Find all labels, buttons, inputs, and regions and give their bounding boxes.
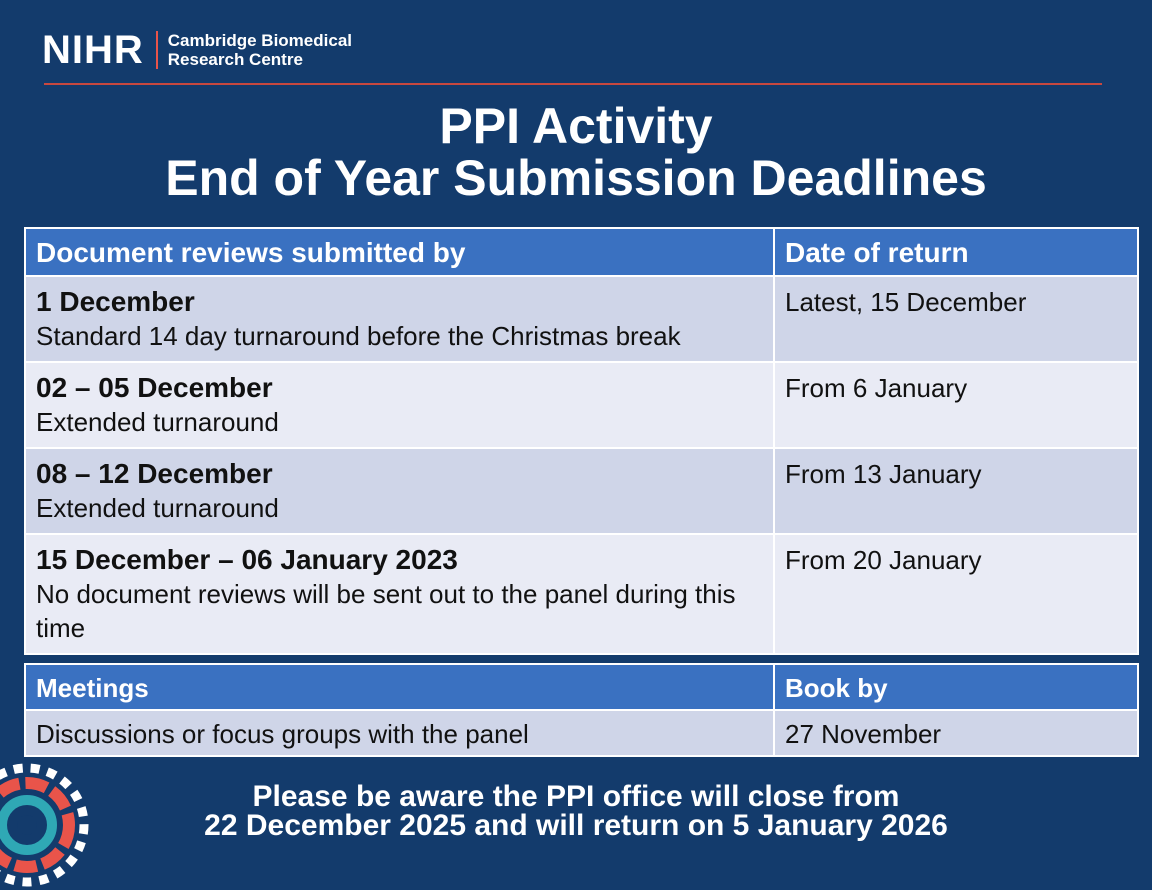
- logo-brand: NIHR: [42, 28, 144, 72]
- nihr-logo: [42, 30, 352, 70]
- meetings-table: [24, 663, 1139, 757]
- row-return: Latest, 15 December: [785, 287, 1027, 317]
- book-by-header: Book by: [774, 664, 1138, 710]
- row-date: 1 December: [36, 286, 195, 317]
- page-title: [0, 100, 1152, 204]
- meetings-header: Meetings: [25, 664, 774, 710]
- row-note: Extended turnaround: [36, 493, 279, 523]
- row-return: From 13 January: [785, 459, 982, 489]
- row-note: Extended turnaround: [36, 407, 279, 437]
- logo-subtitle: [168, 31, 352, 69]
- meeting-item: Discussions or focus groups with the panel: [25, 710, 774, 756]
- row-note: Standard 14 day turnaround before the Christmas break: [36, 321, 681, 351]
- reviews-header-return: Date of return: [774, 228, 1138, 276]
- table-row: [25, 362, 1138, 448]
- row-return: From 6 January: [785, 373, 968, 403]
- title-line1: PPI Activity: [439, 98, 713, 154]
- reviews-table: [24, 227, 1139, 655]
- row-return: From 20 January: [785, 545, 982, 575]
- row-note: No document reviews will be sent out to the panel during this time: [36, 579, 736, 643]
- meeting-book-by: 27 November: [774, 710, 1138, 756]
- table-row: [25, 276, 1138, 362]
- row-date: 02 – 05 December: [36, 372, 273, 403]
- header-rule: [44, 83, 1102, 85]
- table-row: [25, 710, 1138, 756]
- reviews-header-submitted: Document reviews submitted by: [25, 228, 774, 276]
- row-date: 15 December – 06 January 2023: [36, 544, 458, 575]
- table-row: [25, 448, 1138, 534]
- office-closure-notice: [0, 782, 1152, 840]
- logo-divider: [156, 31, 158, 69]
- logo-line2: Research Centre: [167, 50, 303, 69]
- logo-line1: Cambridge Biomedical: [167, 31, 352, 50]
- row-date: 08 – 12 December: [36, 458, 273, 489]
- title-line2: End of Year Submission Deadlines: [165, 150, 987, 206]
- notice-line1: Please be aware the PPI office will close from: [252, 780, 900, 813]
- table-row: [25, 534, 1138, 654]
- notice-line2: 22 December 2025 and will return on 5 January 2026: [204, 809, 948, 842]
